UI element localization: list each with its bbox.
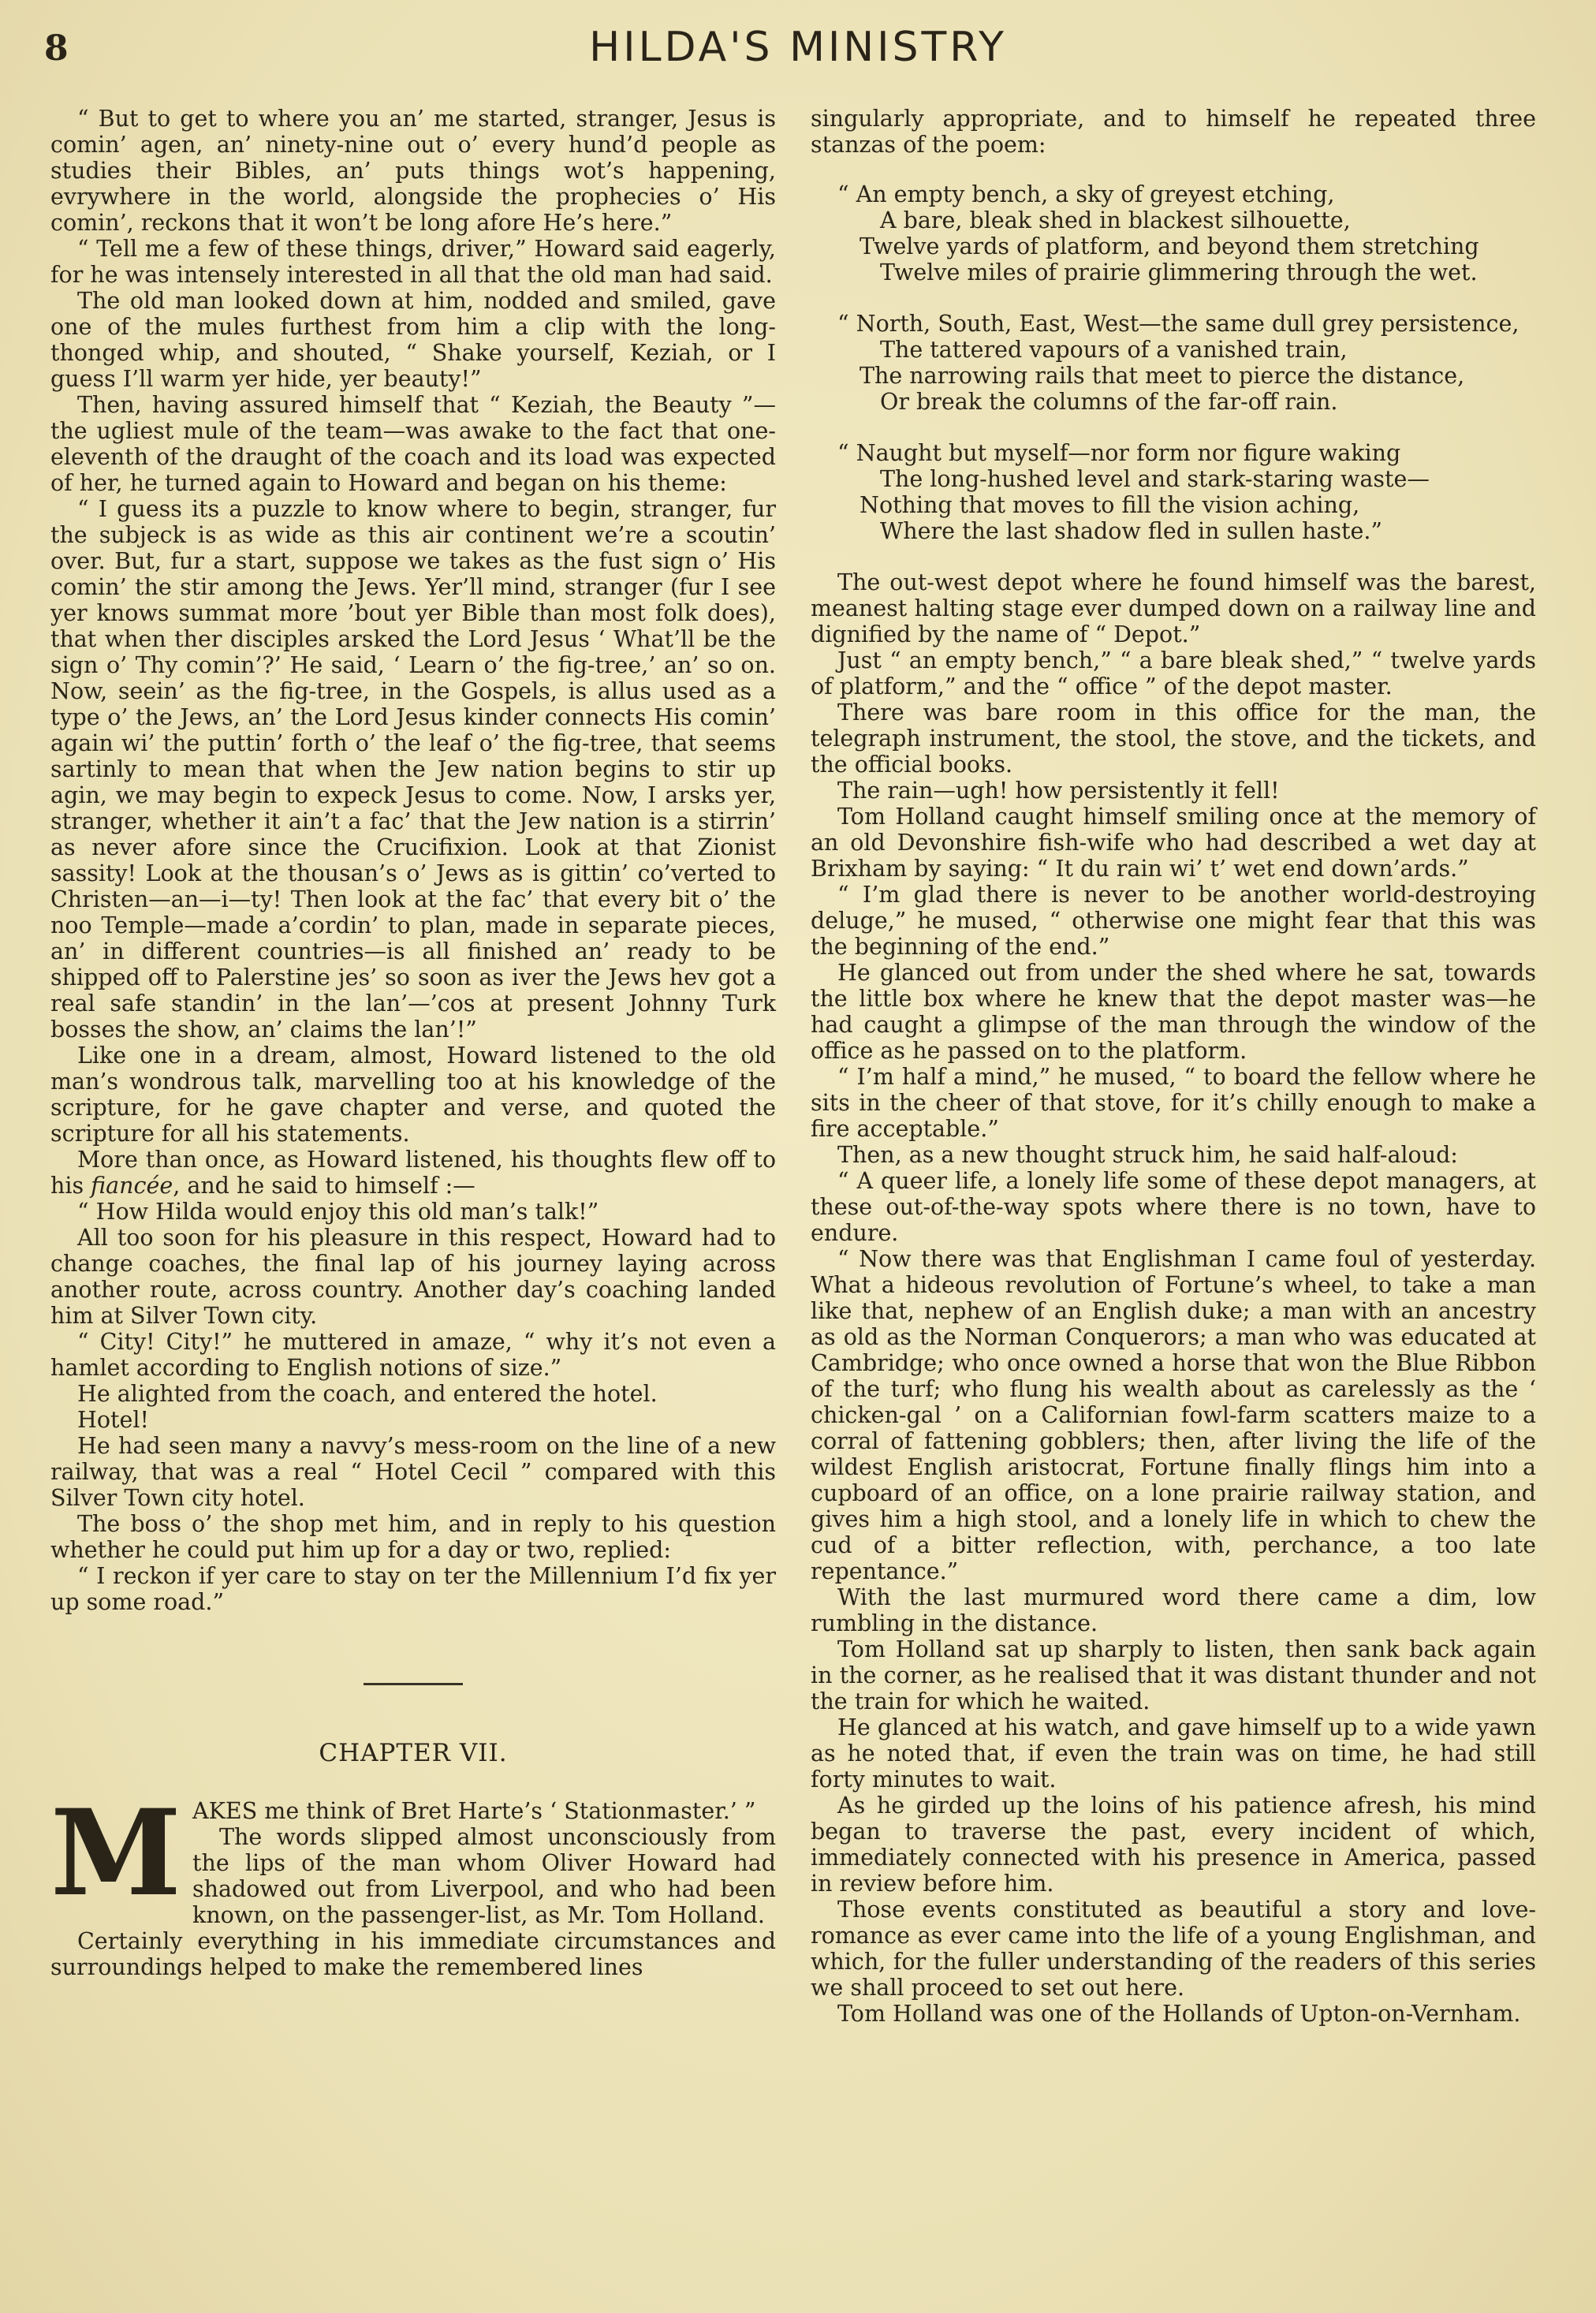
paragraph: The words slipped almost unconsciously from the lips of the man whom Oliver Howard had shadowed out from Liverpool, and who had been known, on the passenger-list, as Mr. Tom Holland. <box>192 1824 776 1928</box>
paragraph: He glanced out from under the shed where he sat, towards the little box where he knew that the depot master was—he had caught a glimpse of the man through the window of the office as he passed on to the platform. <box>811 960 1536 1064</box>
paragraph: Hotel! <box>77 1407 149 1433</box>
paragraph: As he girded up the loins of his patience afresh, his mind began to traverse the past, every incident of which, immediately connected with his presence in America, passed in review before him. <box>811 1793 1536 1897</box>
poem-line: Or break the columns of the far-off rain. <box>880 389 1338 415</box>
paragraph: The rain—ugh! how persistently it fell! <box>837 778 1280 804</box>
poem-line: The narrowing rails that meet to pierce the distance, <box>860 363 1465 389</box>
paragraph: “ I guess its a puzzle to know where to begin, stranger, fur the subjeck is as wide as this air continent we’re a scoutin’ over. But, fur a start, suppose we takes as the fust sign o’ His comin’ the stir among the Jews. Yer’ll mind, stranger (fur I see yer knows summat more ’bout yer Bible than most folk does), that when ther disciples arsked the Lord Jesus ‘ What’ll be the sign o’ Thy comin’?’ He said, ‘ Learn o’ the fig-tree,’ an’ so on. Now, seein’ as the fig-tree, in the Gospels, is allus used as a type o’ the Jews, an’ the Lord Jesus kinder connects His comin’ again wi’ the puttin’ forth o’ the leaf o’ the fig-tree, that seems sartinly to mean that when the Jew nation begins to stir up agin, we may begin to expeck Jesus to come. Now, I arsks yer, stranger, whether it ain’t a fac’ that the Jew nation is a stirrin’ as never afore since the Crucifixion. Look at that Zionist sassity! Look at the thousan’s o’ Jews as is gittin’ co’verted to Christen—an—i—ty! Then look at the fac’ that every bit o’ the noo Temple—made a’cordin’ to plan, made in separate pieces, an’ in different countries—is all finished an’ ready to be shipped off to Palerstine jes’ so soon as iver the Jews hev got a real safe standin’ in the lan’—’cos at present Johnny Turk bosses the show, an’ claims the lan’!” <box>50 496 776 1043</box>
poem-line: Twelve miles of prairie glimmering through the wet. <box>880 259 1478 285</box>
paragraph: The old man looked down at him, nodded and smiled, gave one of the mules furthest from him a clip with the long-thonged whip, and shouted, “ Shake yourself, Keziah, or I guess I’ll warm yer hide, yer beauty!” <box>50 288 776 392</box>
italic-word: fiancée <box>91 1173 173 1199</box>
paragraph: Like one in a dream, almost, Howard listened to the old man’s wondrous talk, marvelling too at his knowledge of the scripture, for he gave chapter and verse, and quoted the scripture for all his statements. <box>50 1043 776 1147</box>
paragraph: “ City! City!” he muttered in amaze, “ why it’s not even a hamlet according to English notions of size.” <box>50 1329 776 1381</box>
poem-line: “ An empty bench, a sky of greyest etching, <box>837 181 1335 207</box>
poem-stanza <box>811 181 1536 285</box>
paragraph: Then, having assured himself that “ Keziah, the Beauty ”—the ugliest mule of the team—was awake to the fact that one-eleventh of the draught of the coach and its load was expected of her, he turned again to Howard and began on his theme: <box>50 392 776 496</box>
poem-line: The long-hushed level and stark-staring waste— <box>880 466 1430 492</box>
paragraph: “ I’m half a mind,” he mused, “ to board the fellow where he sits in the cheer of that stove, for it’s chilly enough to make a fire acceptable.” <box>811 1064 1536 1142</box>
poem-line: A bare, bleak shed in blackest silhouette, <box>880 207 1351 233</box>
paragraph: Tom Holland caught himself smiling once at the memory of an old Devonshire fish-wife who had described a wet day at Brixham by saying: “ It du rain wi’ t’ wet end down’ards.” <box>811 804 1536 882</box>
paragraph: With the last murmured word there came a dim, low rumbling in the distance. <box>811 1584 1536 1636</box>
poem-line: “ Naught but myself—nor form nor figure waking <box>837 440 1401 466</box>
poem-stanza <box>811 440 1536 544</box>
paragraph: Then, as a new thought struck him, he said half-aloud: <box>837 1142 1458 1168</box>
paragraph: Those events constituted as beautiful a story and love-romance as ever came into the life of a young Englishman, and which, for the fuller understanding of the readers of this series we shall proceed to set out here. <box>811 1897 1536 2001</box>
paragraph: All too soon for his pleasure in this respect, Howard had to change coaches, the final lap of his journey laying across another route, across country. Another day’s coaching landed him at Silver Town city. <box>50 1225 776 1329</box>
poem-line: “ North, South, East, West—the same dull grey persistence, <box>837 311 1520 337</box>
poem-line: Twelve yards of platform, and beyond them stretching <box>860 233 1479 259</box>
paragraph: Certainly everything in his immediate circumstances and surroundings helped to make the remembered lines <box>50 1928 776 1980</box>
running-title: HILDA'S MINISTRY <box>589 24 1007 71</box>
right-column <box>811 106 1536 2027</box>
poem-line: Where the last shadow fled in sullen haste.” <box>880 518 1382 544</box>
paragraph: “ Tell me a few of these things, driver,” Howard said eagerly, for he was intensely interested in all that the old man had said. <box>50 236 776 288</box>
paragraph: He alighted from the coach, and entered the hotel. <box>77 1381 658 1407</box>
chapter-opening <box>50 1784 776 1980</box>
paragraph: “ I reckon if yer care to stay on ter the Millennium I’d fix yer up some road.” <box>50 1563 776 1615</box>
paragraph: “ I’m glad there is never to be another world-destroying deluge,” he mused, “ otherwise one might fear that this was the beginning of the end.” <box>811 882 1536 960</box>
section-divider <box>364 1683 463 1685</box>
poem-line: The tattered vapours of a vanished train, <box>880 337 1348 363</box>
paragraph: singularly appropriate, and to himself he repeated three stanzas of the poem: <box>811 106 1536 158</box>
paragraph: The boss o’ the shop met him, and in reply to his question whether he could put him up for a day or two, replied: <box>50 1511 776 1563</box>
paragraph: “ How Hilda would enjoy this old man’s talk!” <box>77 1199 599 1225</box>
paragraph: Just “ an empty bench,” “ a bare bleak shed,” “ twelve yards of platform,” and the “ office ” of the depot master. <box>811 647 1536 699</box>
paragraph: The out-west depot where he found himself was the barest, meanest halting stage ever dumped down on a railway line and dignified by the name of “ Depot.” <box>811 569 1536 647</box>
paragraph: AKES me think of Bret Harte’s ‘ Stationmaster.’ ” <box>192 1798 756 1824</box>
paragraph: “ A queer life, a lonely life some of these depot managers, at these out-of-the-way spots where there is no town, have to endure. <box>811 1168 1536 1246</box>
paragraph: “ Now there was that Englishman I came foul of yesterday. What a hideous revolution of Fortune’s wheel, to take a man like that, nephew of an English duke; a man with an ancestry as old as the Norman Conquerors; a man who was educated at Cambridge; who once owned a horse that won the Blue Ribbon of the turf; who flung his wealth about as carelessly as the ‘ chicken-gal ’ on a Californian fowl-farm scatters maize to a corral of fattening gobblers; then, after living the life of the wildest English aristocrat, Fortune finally flings him into a cupboard of an office, on a lone prairie railway station, and gives him a high stool, and a lonely life in which to chew the cud of a bitter reflection, with, perchance, a too late repentance.” <box>811 1246 1536 1584</box>
drop-cap: M <box>50 1784 182 1923</box>
paragraph: He had seen many a navvy’s mess-room on the line of a new railway, that was a real “ Hotel Cecil ” compared with this Silver Town city hotel. <box>50 1433 776 1511</box>
paragraph: Tom Holland was one of the Hollands of Upton-on-Vernham. <box>837 2001 1521 2027</box>
chapter-heading: CHAPTER VII. <box>319 1739 508 1767</box>
paragraph-fiancee: More than once, as Howard listened, his thoughts flew off to his fiancée, and he said to himself :— <box>50 1147 776 1199</box>
paragraph: There was bare room in this office for the man, the telegraph instrument, the stool, the stove, and the tickets, and the official books. <box>811 699 1536 778</box>
poem-line: Nothing that moves to fill the vision aching, <box>860 492 1360 518</box>
page-number: 8 <box>44 28 69 69</box>
paragraph: Tom Holland sat up sharply to listen, then sank back again in the corner, as he realised that it was distant thunder and not the train for which he waited. <box>811 1636 1536 1714</box>
paragraph: He glanced at his watch, and gave himself up to a wide yawn as he noted that, if even the train was on time, he had still forty minutes to wait. <box>811 1714 1536 1793</box>
left-column <box>50 106 776 1980</box>
poem-stanza <box>811 311 1536 415</box>
paragraph: “ But to get to where you an’ me started, stranger, Jesus is comin’ agen, an’ ninety-nine out o’ every hund’d people as studies their Bibles, an’ puts things wot’s happening, evrywhere in the world, alongside the prophecies o’ His comin’, reckons that it won’t be long afore He’s here.” <box>50 106 776 236</box>
